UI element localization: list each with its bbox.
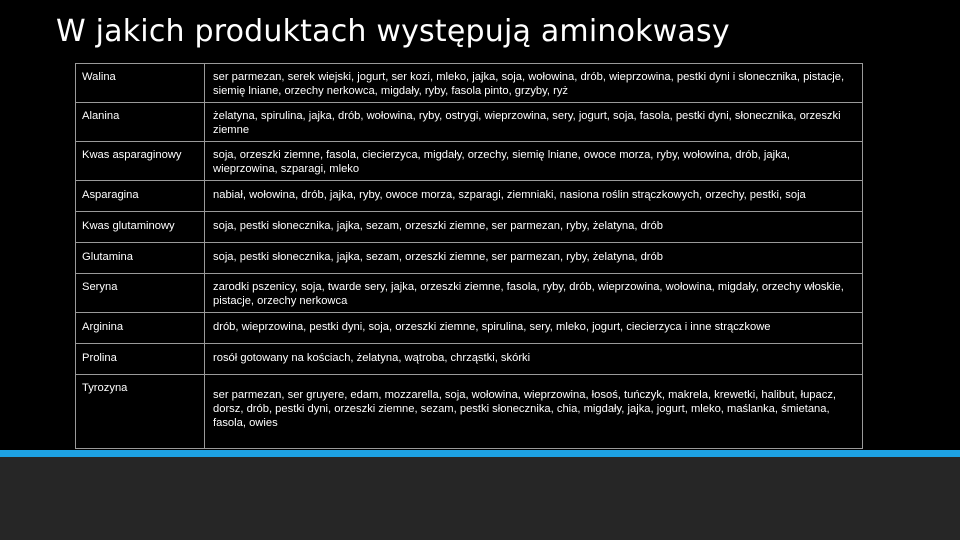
amino-acid-name: Kwas glutaminowy <box>76 212 205 243</box>
table-row <box>76 142 863 181</box>
table-row <box>76 64 863 103</box>
amino-acid-products: zarodki pszenicy, soja, twarde sery, jajka, orzeszki ziemne, fasola, ryby, drób, wieprzowina, wołowina, migdały, orzechy włoskie, pistacje, orzechy nerkowca <box>205 274 863 313</box>
table-row <box>76 375 863 449</box>
amino-acid-products: nabiał, wołowina, drób, jajka, ryby, owoce morza, szparagi, ziemniaki, nasiona roślin strączkowych, orzechy, pestki, soja <box>205 181 863 212</box>
footer-band <box>0 457 960 540</box>
amino-acid-products: soja, orzeszki ziemne, fasola, ciecierzyca, migdały, orzechy, siemię lniane, owoce morza, ryby, wołowina, drób, jajka, wieprzowina, szparagi, mleko <box>205 142 863 181</box>
amino-acid-products: rosół gotowany na kościach, żelatyna, wątroba, chrząstki, skórki <box>205 344 863 375</box>
table-row <box>76 212 863 243</box>
amino-acid-name: Alanina <box>76 103 205 142</box>
amino-acid-name: Walina <box>76 64 205 103</box>
table-row <box>76 181 863 212</box>
amino-acid-table-container <box>75 63 863 449</box>
table-row <box>76 344 863 375</box>
table-row <box>76 243 863 274</box>
amino-acid-products: soja, pestki słonecznika, jajka, sezam, orzeszki ziemne, ser parmezan, ryby, żelatyna, drób <box>205 243 863 274</box>
accent-stripe <box>0 450 960 457</box>
table-row <box>76 274 863 313</box>
amino-acid-products: soja, pestki słonecznika, jajka, sezam, orzeszki ziemne, ser parmezan, ryby, żelatyna, drób <box>205 212 863 243</box>
amino-acid-name: Glutamina <box>76 243 205 274</box>
amino-acid-products: ser parmezan, serek wiejski, jogurt, ser kozi, mleko, jajka, soja, wołowina, drób, wieprzowina, pestki dyni i słonecznika, pistacje, siemię lniane, orzechy nerkowca, migdały, ryby, fasola pinto, grzyby, ryż <box>205 64 863 103</box>
amino-acid-name: Tyrozyna <box>76 375 205 449</box>
amino-acid-name: Prolina <box>76 344 205 375</box>
amino-acid-name: Seryna <box>76 274 205 313</box>
amino-acid-products: ser parmezan, ser gruyere, edam, mozzarella, soja, wołowina, wieprzowina, łosoś, tuńczyk, makrela, krewetki, halibut, łupacz, dorsz, drób, pestki dyni, orzeszki ziemne, sezam, pestki słonecznika, chia, migdały, jajka, jogurt, mleko, maślanka, śmietana, fasola, owies <box>205 375 863 449</box>
amino-acid-name: Arginina <box>76 313 205 344</box>
slide-title: W jakich produktach występują aminokwasy <box>56 14 730 49</box>
table-row <box>76 103 863 142</box>
amino-acid-name: Kwas asparaginowy <box>76 142 205 181</box>
amino-acid-name: Asparagina <box>76 181 205 212</box>
amino-acid-products: drób, wieprzowina, pestki dyni, soja, orzeszki ziemne, spirulina, sery, mleko, jogurt, ciecierzyca i inne strączkowe <box>205 313 863 344</box>
amino-acid-products: żelatyna, spirulina, jajka, drób, wołowina, ryby, ostrygi, wieprzowina, sery, jogurt, soja, fasola, pestki dyni, słonecznika, orzeszki ziemne <box>205 103 863 142</box>
amino-acid-table <box>75 63 863 449</box>
table-row <box>76 313 863 344</box>
